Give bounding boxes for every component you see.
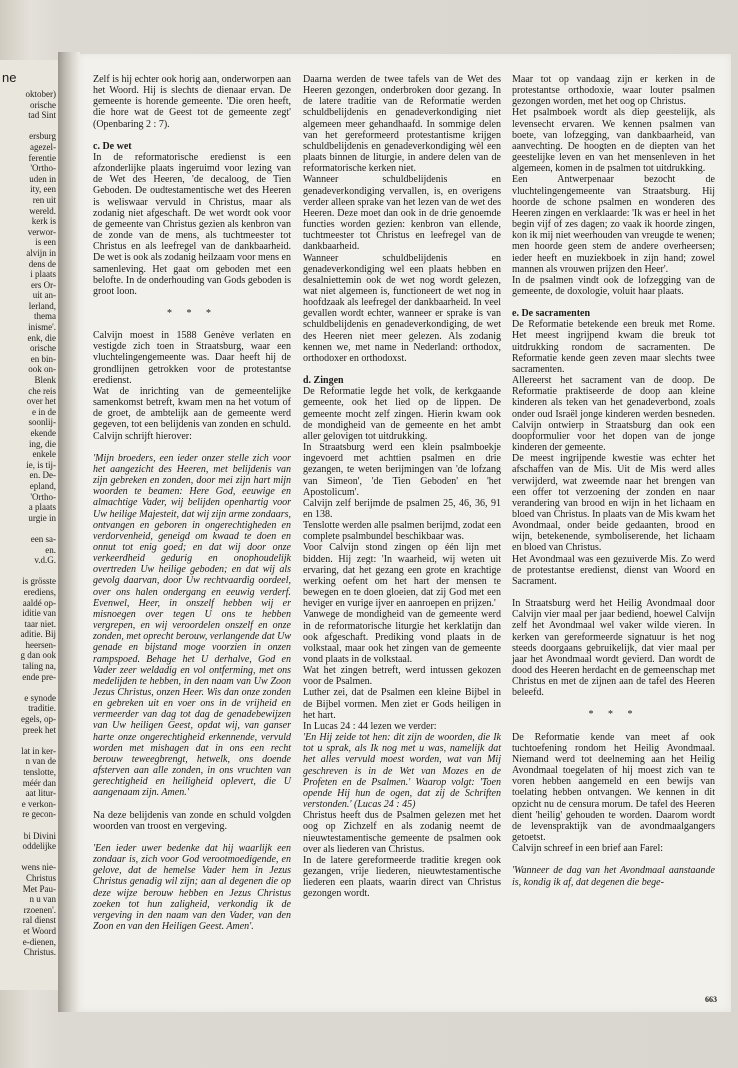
paragraph: Het Avondmaal was een gezuiverde Mis. Zo werd de protestantse eredienst, dienst van Woord en Sacrament. (512, 553, 715, 587)
previous-page-line: traditie. (28, 703, 56, 714)
previous-page-line: e-dienen, (22, 936, 56, 947)
previous-page-line: wereld. (29, 205, 56, 216)
previous-page-line: orische (30, 343, 56, 354)
previous-page-line: ity, een (30, 184, 56, 195)
previous-page-line: aditie. Bij (20, 629, 56, 640)
previous-page-line: egels, op- (21, 714, 56, 725)
previous-page-line: méér dan (22, 777, 56, 788)
previous-page-line: e verkon- (21, 798, 56, 809)
previous-page-line: g dan ook (20, 650, 56, 661)
paragraph: Calvijn schreef in een brief aan Farel: (512, 843, 664, 855)
paragraph: In Lucas 24 : 44 lezen we verder: (303, 720, 437, 732)
paragraph: De Reformatie kende van meet af ook tuchtoefening rondom het Heilig Avondmaal. Niemand werd tot deelneming aan het Heilig Avondmaal toegelaten of hij moest zich van te voren hebben aangemeld en een bewijs van toelating hebben ontvangen. We kennen in dit opzicht nu de censura morum. De tafel des Heeren dient 'heilig' gehouden te worden. Daarom wordt de levenspraktijk van de avondmaalgangers getoetst. (512, 731, 715, 844)
previous-page-line (0, 820, 58, 831)
previous-page-line: tad Sint (28, 110, 56, 121)
spacer (93, 442, 291, 453)
previous-page-line: ook on- (28, 364, 56, 375)
previous-page-line: ende pre- (22, 671, 56, 682)
previous-page-line: dens de (28, 258, 56, 269)
quotation: 'Mijn broeders, een ieder onzer stelle zich voor het aangezicht des Heeren, met belijdenis van zijn gebreken en zonden, door mei zijn hart mijn woorden te beamen: Here God, eeuwige en almachtige Vader, wij belijden openhartig voor Uw heilige Majesteit, dat wij zijn arme zondaars, ontvangen en geboren in ongerechtigheden en verdorvenheid, geneigd om kwaad te doen en onnut tot enig goed; en dat wij door onze verkeerdheid gedurig en onophoudelijk overtreden Uw heilige geboden; en dat wij als gevolg daarvan, door Uw rechtvaardig oordeel, over ons halen ondergang en eeuwig verderf. Evenwel, Heer, in onszelf hebben wij er misnoegen over tegen U ons te hebben vergrepen, en wij veroordelen onszelf en onze zonden, met oprecht berouw, verlangende dat Uw genade en bijstand moge voorzien in onzen rampspoed. Behage het U derhalve, God en Vader zeer weldadig en vol ontferming, met ons medelijden te hebben, in den naam van Uw Zoon Jezus Christus, onzen Heer. Wis dan onze zonden en gebreken uit en voer ons in de vrijheid en vermeerder van dag tot dag de genadebewijzen van Uw heiligen Geest, opdat wij, van ganser harte onze ongerechtigheid erkennende, vervuld worden met mishagen dat in ons een recht berouw teweegbrengt, hetwelk, ons doende afsterven aan alle zonden, in ons vruchten van gerechtigheid en heiligheid oplevert, die U aangenaam zijn. Amen.' (93, 452, 291, 799)
paragraph: Vanwege de mondigheid van de gemeente werd in de reformatorische liturgie het kerklatijn dan ook afgeschaft. Prediking vond plaats in de volkstaal, maar ook het zingen van de gemeente vond plaats in de volkstaal. (303, 609, 501, 666)
previous-page-line: is grösste (22, 576, 56, 587)
paragraph: Wat het zingen betreft, werd intussen gekozen voor de Psalmen. (303, 665, 501, 688)
previous-page-line (0, 735, 58, 746)
spacer (512, 587, 715, 598)
paragraph: Allereerst het sacrament van de doop. De Reformatie praktiseerde de doop aan kleine kinderen als teken van het genadeverbond, zoals onder oud Israël jonge kinderen werden besneden. Calvijn ontwierp in Straatsburg dan ook een doopformulier voor het dopen van de jonge kinderen der gemeente. (512, 375, 715, 454)
previous-page-edge (0, 60, 58, 990)
paragraph: In Straatsburg werd het Heilig Avondmaal door Calvijn vier maal per jaar bediend, hoewel Calvijn zelf het Avondmaal wel vaker wilde vieren. In kerken van gereformeerde signatuur is het nog steeds doorgaans gebruikelijk, dat vier maal per jaar het Avondmaal wordt gevierd. Dan wordt de dood des Heeren herdacht en de gemeenschap met Christus en met de zijnen aan de tafel des Heeren beleefd. (512, 598, 715, 699)
previous-page-line: tenslotte, (23, 767, 56, 777)
previous-page-line: rzoenen'. (23, 904, 56, 915)
previous-page-line: inisme'. (28, 322, 56, 333)
previous-page-line: verwor- (27, 226, 56, 237)
paragraph: Het psalmboek wordt als diep geestelijk, als levensecht ervaren. We kennen psalmen van boete, van lofzegging, van dankbaarheid, van aanvechting. De hoogten en de diepten van het geestelijke leven en van het mensenleven in het algemeen, komen in de psalmen tot uitdrukking. (512, 107, 715, 175)
previous-page-title: ne (2, 70, 17, 85)
previous-page-line: uit an- (32, 290, 56, 301)
previous-page-line: v.d.G. (34, 555, 56, 566)
previous-page-line: ral dienst (22, 915, 56, 926)
page-number: 663 (705, 995, 717, 1004)
previous-page-line: enkele (32, 449, 56, 460)
paragraph: Na deze belijdenis van zonde en schuld volgden woorden van troost en vergeving. (93, 809, 291, 832)
previous-page-line (0, 523, 58, 534)
previous-page-line: 'Ortho- (30, 163, 56, 174)
spacer (93, 130, 291, 141)
paragraph: In de psalmen vindt ook de lofzegging van de gemeente, de doxologie, voluit haar plaats. (512, 274, 715, 297)
previous-page-line: oktober) (25, 89, 56, 99)
previous-page-line: che reis (28, 385, 56, 396)
column-2 (303, 74, 501, 899)
spacer (93, 319, 291, 330)
column-3 (512, 74, 715, 888)
paragraph: Maar tot op vandaag zijn er kerken in de protestantse orthodoxie, waar louter psalmen gezongen worden, met het oog op Christus. (512, 74, 715, 108)
column-1 (93, 74, 291, 932)
previous-page-line: n u van (29, 894, 56, 905)
previous-page-line (0, 566, 58, 577)
previous-page-line: a plaats (28, 502, 56, 513)
previous-page-line: wens nie- (21, 862, 56, 873)
previous-page-line (0, 682, 58, 693)
paragraph: De Reformatie legde het volk, de kerkgaande gemeente, ook het lied op de lippen. De gemeente mocht zelf zingen. Hierin kwam ook de mondigheid van de gemeente en het ambt aller gelovigen tot uitdrukking. (303, 386, 501, 442)
previous-page-line: over het (26, 396, 56, 407)
previous-page-line: soonlij- (28, 417, 56, 428)
previous-page-line: is een (35, 237, 56, 248)
paragraph: De Reformatie betekende een breuk met Rome. Het meest ingrijpend kwam die breuk tot uitdrukking rondom de sacramenten. De Reformatie kende geen zeven maar slechts twee sacramenten. (512, 319, 715, 375)
previous-page-line: erediens, (23, 586, 56, 597)
previous-page-line: et Woord (23, 925, 56, 936)
paragraph: De meest ingrijpende kwestie was echter het afschaffen van de Mis. Uit de Mis werd alles verwijderd, wat zweemde naar het brengen van een offer tot verzoening der zonden en naar verandering van brood en wijn in het lichaam en bloed van Christus. In plaats van de Mis kwam het Avondmaal, onder beide gedaanten, brood en wijn, betekenende, symboliserende, het lichaam en bloed van Christus. (512, 453, 715, 554)
spacer (93, 297, 291, 308)
previous-page-line: een sa- (30, 533, 56, 544)
paragraph: In de reformatorische eredienst is een afzonderlijke plaats ingeruimd voor lezing van de Wet des Heeren, 'de decaloog, de Tien Geboden. De oudtestamentische wet des Heeren is weliswaar vervuld in Christus, maar als zodanig niet afgeschaft. De wet wordt ook voor de gemeente van Christus gezien als kenbron van de zonde van de mens, als tuchtmeester tot Christus en als leefregel van de dankbaarheid. De wet is ook als zodanig heilzaam voor mens en samenleving. Het gaat om geboden met een belofte. In de onderhouding van Gods geboden is groot loon. (93, 151, 291, 297)
previous-page-line: en. (45, 544, 56, 555)
previous-page-line: e synode (24, 692, 56, 703)
previous-page-line: heersen- (25, 639, 56, 650)
previous-page-line: en. De- (29, 470, 56, 481)
previous-page-line: epland, (29, 480, 56, 491)
spacer (512, 854, 715, 865)
previous-page-line: enk, die (27, 332, 56, 343)
previous-page-lines (0, 89, 58, 958)
previous-page-line: ren uit (32, 194, 56, 205)
paragraph: Luther zei, dat de Psalmen een kleine Bijbel in de Bijbel vormen. Men ziet er Gods heiligen in het hart. (303, 687, 501, 721)
previous-page-line: thema (34, 311, 56, 322)
paragraph: Zelf is hij echter ook horig aan, onderworpen aan het Woord. Hij is slechts de dienaar ervan. De gemeente is horende gemeente. 'Die oren heeft, die hore wat de Geest tot de gemeente zegt' (Openbaring 2 : 7). (93, 74, 291, 130)
spacer (303, 364, 501, 375)
quotation: 'En Hij zeide tot hen: dit zijn de woorden, die Ik tot u sprak, als Ik nog met u was, namelijk dat het alles vervuld moest worden, wat van Mij geschreven is in de Wet van Mozes en de Profeten en de Psalmen.' Waarop volgt: 'Toen opende Hij hun de ogen, dat zij de Schriften verstonden.' (Lucas 24 : 45) (303, 732, 501, 811)
previous-page-line: preek het (22, 724, 56, 735)
paragraph: Wanneer schuldbelijdenis en genadeverkondiging vervallen, is, en overigens verder alleen sprake van het lezen van de wet des Heeren. Deze moet dan ook in de drie genoemde functies worden gezien: kenbron van ellende, tuchtmeester tot Christus en leefregel van de dankbaarheid. (303, 174, 501, 253)
previous-page-line: ing, die (29, 438, 56, 449)
paragraph: Calvijn moest in 1588 Genève verlaten en vestigde zich toen in Straatsburg, waar een vluchtelingengemeente was. Daar heeft hij de grondlijnen getrokken voor de protestantse eredienst. (93, 330, 291, 386)
previous-page-line: Christus (25, 872, 56, 883)
section-heading: d. Zingen (303, 375, 344, 387)
previous-page-line: taling na, (22, 661, 56, 672)
previous-page-line: ferentie (28, 152, 56, 163)
spacer (512, 698, 715, 709)
book-gutter (58, 52, 80, 1012)
previous-page-line: Met Pau- (22, 883, 56, 894)
previous-page-line (0, 852, 58, 863)
paragraph: Christus heeft dus de Psalmen gelezen met het oog op Zichzelf en als zodanig neemt de nieuwtestamentische gemeente de psalmen ook over als liederen van Christus. (303, 810, 501, 855)
previous-page-line: oddelijke (22, 841, 56, 852)
quotation: 'Een ieder uwer bedenke dat hij waarlijk een zondaar is, zich voor God verootmoedigende, en gelove, dat de hemelse Vader hem in Jezus Christus genadig wil zijn; aan al degenen die op deze wijze berouw hebben en Jezus Christus zoeken tot hun zaligheid, verkondig ik de vergeving in den naam van den Vader, van den Zoon en van den Heiligen Geest. Amen'. (93, 842, 291, 932)
paragraph: Wanneer schuldbelijdenis en genadeverkondiging wel een plaats hebben en desalniettemin ook de wet nog wordt gelezen, wat niet algemeen is, functioneert de wet nog in hoofdzaak als leefregel der dankbaarheid. In veel gevallen wordt echter, wanneer er sprake is van schuldbelijdenis en genadeverkondiging, de wet des Heeren niet meer gelezen. Als zodanig kennen we, met name in Nederland: orthodox, orthodoxer en orthodoxst. (303, 252, 501, 364)
paragraph: Tenslotte werden alle psalmen berijmd, zodat een complete psalmbundel beschikbaar was. (303, 520, 501, 543)
previous-page-line: ekende (30, 428, 56, 438)
previous-page-line: aat litur- (25, 788, 56, 799)
paragraph: Voor Calvijn stond zingen op één lijn met bidden. Hij zegt: 'In waarheid, wij weten uit ervaring, dat het gezang een grote en krachtige werking oefent om het hart der mensen te bewegen en te doen gloeien, dat zij God met een heviger en vurige ijver en aanroepen en prijzen.' (303, 542, 501, 610)
previous-page-line: ie, is tij- (26, 459, 56, 470)
previous-page-line: taar niet. (24, 618, 56, 629)
spacer (93, 799, 291, 810)
paragraph: Calvijn zelf berijmde de psalmen 25, 46, 36, 91 en 138. (303, 497, 501, 520)
previous-page-line: ersburg (29, 131, 56, 142)
paragraph: Een Antwerpenaar bezocht de vluchtelingengemeente van Straatsburg. Hij hoorde de schone psalmen en wonderen des Heeren zingen en verklaarde: 'Ik was er heel in het begin vijf of zes dagen; zo vaak ik hoorde zingen, kon ik mij niet weerhouden van vreugde te wenen; men hoorde geen stem de andere overheersen; ieder heeft en muziekboek in zijn hand; zowel mannen als vrouwen prijzen den Heer'. (512, 174, 715, 275)
previous-page-line: aaldé op- (22, 597, 56, 608)
section-divider: * * * (588, 709, 639, 721)
previous-page-line: ers Or- (30, 279, 56, 290)
previous-page-line: i plaats (30, 269, 56, 280)
section-divider: * * * (167, 308, 217, 320)
quotation: 'Wanneer de dag van het Avondmaal aanstaande is, kondig ik af, dat degenen die bege- (512, 865, 715, 888)
previous-page-line (0, 121, 58, 132)
spacer (93, 832, 291, 843)
previous-page-line: e in de (32, 406, 56, 417)
previous-page-line: n van de (25, 756, 56, 767)
section-heading: e. De sacramenten (512, 308, 591, 320)
spacer (512, 721, 715, 732)
previous-page-line: Christus. (23, 947, 56, 958)
previous-page-line: kerk is (31, 216, 56, 227)
previous-page-line: alvijn in (26, 247, 56, 258)
page (79, 54, 731, 1012)
paragraph: In Straatsburg werd een klein psalmboekje ingevoerd met achttien psalmen en drie gezangen, te weten berijmingen van 'de lofzang van Simeon', 'de Tien Geboden' en 'het Apostolicum'. (303, 442, 501, 498)
spacer (512, 297, 715, 308)
previous-page-line: lerland, (28, 300, 56, 311)
paragraph: In de latere gereformeerde traditie kregen ook gezangen, vrije liederen, nieuwtestamentische liederen een plaats, waarin direct van Christus gezongen wordt. (303, 854, 501, 900)
previous-page-line: 'Ortho- (30, 491, 56, 502)
section-heading: c. De wet (93, 140, 132, 152)
previous-page-line: urgie in (28, 512, 56, 523)
paragraph: Daarna werden de twee tafels van de Wet des Heeren gezongen, onderbroken door gezang. In de latere traditie van de Reformatie werden schuldbelijdenis en genadeverkondiging niet algemeen meer gehandhaafd. In sommige delen van het gereformeerd protestantisme krijgen schuldbelijdenis en genadeverkondiging wèl een plaats binnen de liturgie, in andere delen van de reformatorische kerken niet. (303, 74, 501, 175)
previous-page-line: Blenk (34, 375, 56, 386)
previous-page-line: uden in (29, 173, 56, 184)
previous-page-line: iditie van (22, 608, 56, 619)
paragraph: Wat de inrichting van de gemeentelijke samenkomst betreft, kwam men na het votum of de groet, de ambtelijk aan de gemeente werd gegeven, tot een belijdenis van zonden en schuld. Calvijn schrijft hierover: (93, 385, 291, 442)
previous-page-line: bi Divini (23, 830, 56, 841)
previous-page-line: re gecon- (22, 809, 56, 820)
previous-page-line: agezel- (30, 141, 56, 152)
previous-page-line: lat in ker- (21, 745, 56, 756)
previous-page-line: orische (30, 99, 56, 110)
previous-page-line: en bin- (30, 353, 56, 364)
